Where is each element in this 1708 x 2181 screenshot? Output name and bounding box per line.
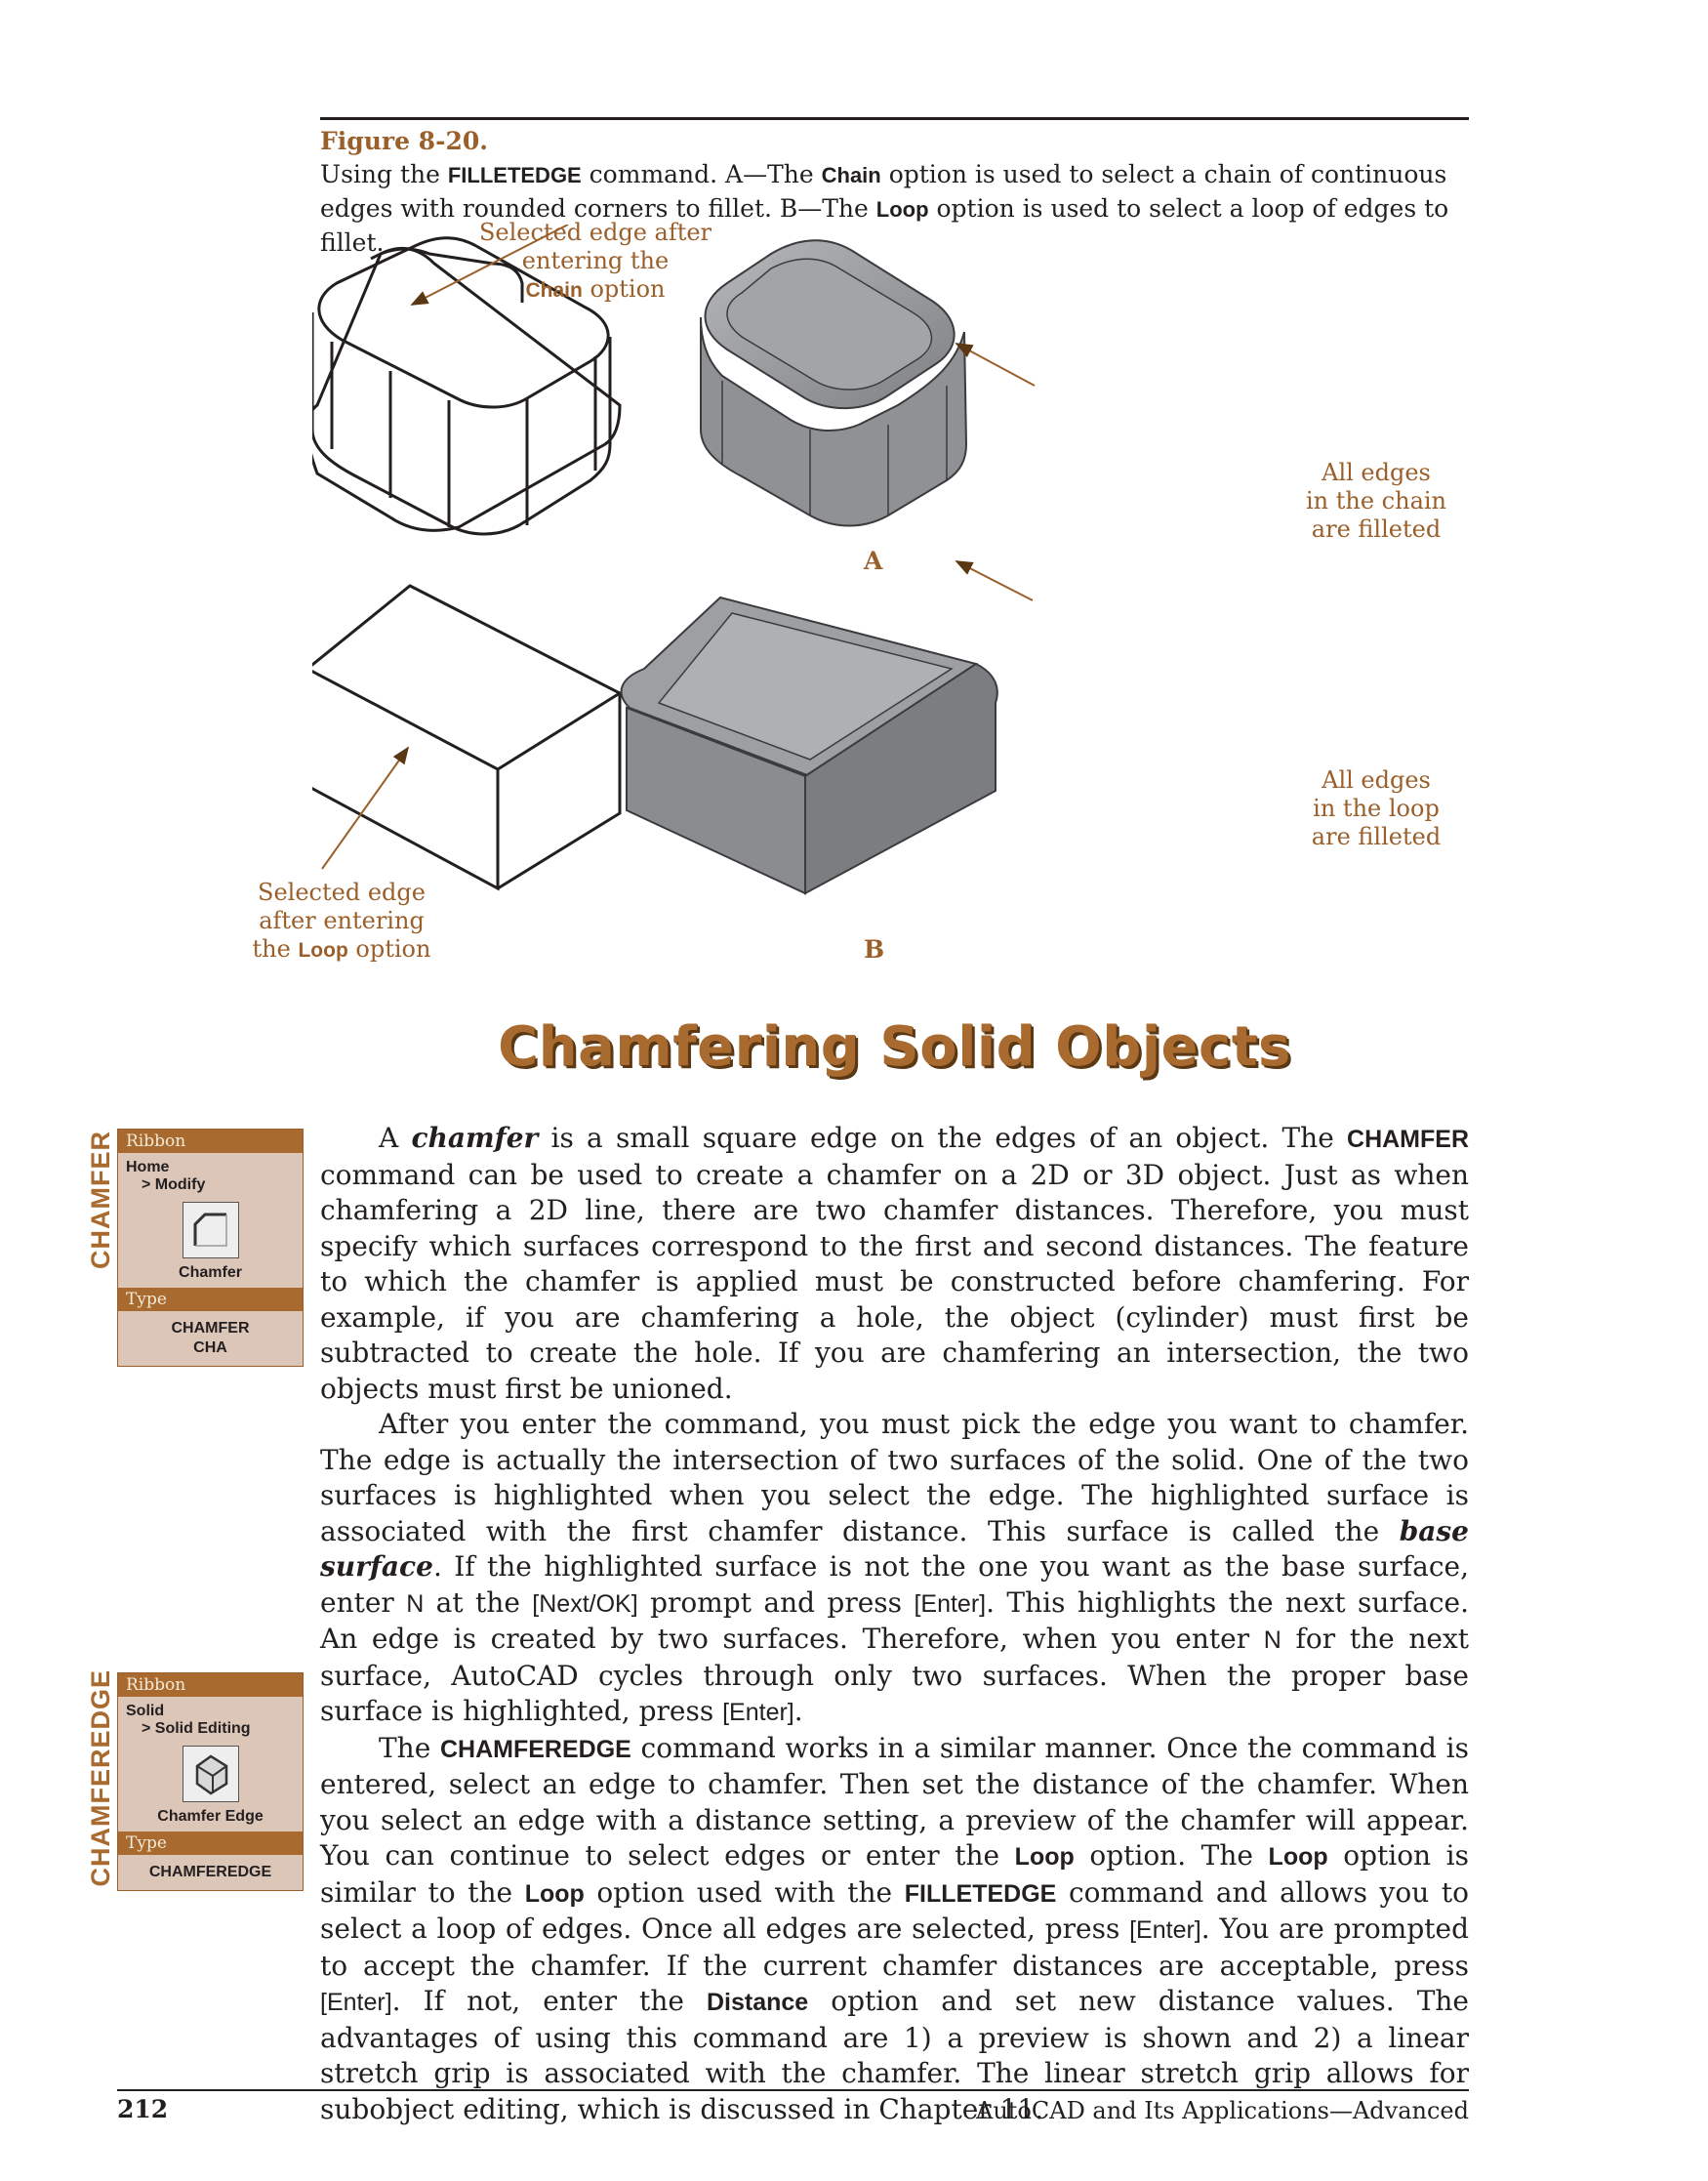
type-commands: CHAMFER CHA (171, 1320, 250, 1356)
caption-keyword: Loop (875, 197, 929, 222)
chamfer-edge-icon[interactable] (183, 1746, 239, 1802)
label-loop-filleted: All edges in the loop are filleted (1311, 766, 1442, 850)
paragraph: After you enter the command, you must pick the edge you want to chamfer. The edge is actually the intersection of two surfaces of the solid. One of the two surfaces is highlighted when you select the edge. The highlighted surface is associated with the first chamfer distance. This surface is called the base surface. If the highlighted surface is not the one you want as the base surface, enter N at the [Next/OK] prompt and press [Enter]. This highlights the next surface. An edge is created by two surfaces. Therefore, when you enter N for the next surface, AutoCAD cycles through only two surfaces. When the proper base surface is highlighted, press [Enter]. (320, 1408, 1469, 1727)
panel-b-filleted-solid (622, 597, 997, 893)
caption-keyword: Chain (821, 163, 881, 187)
arrow-chain-filleted (956, 344, 1035, 386)
command-sidebar-chamfer (117, 1129, 304, 1367)
sidebar-tab-chamferedge: CHAMFEREDGE (86, 1669, 115, 1887)
figure-number: Figure 8-20. (320, 127, 488, 155)
arrow-loop-edge (322, 748, 408, 869)
label-selected-edge-loop: Selected edge after entering the Loop option (252, 879, 431, 963)
ribbon-header: Ribbon (118, 1130, 303, 1153)
arrow-loop-filleted (956, 561, 1033, 600)
caption-text: command. A—The (581, 160, 822, 188)
type-header: Type (118, 1288, 303, 1311)
figure-drawing (312, 225, 1474, 976)
type-commands: CHAMFEREDGE (148, 1864, 272, 1880)
body-text (320, 1121, 1469, 2127)
ribbon-path: Home > Modify Chamfer (118, 1153, 303, 1288)
caption-text: option is used to select a loop of edges to fillet. (320, 194, 1449, 257)
paragraph: A chamfer is a small square edge on the edges of an object. The CHAMFER command can be used to create a chamfer on a 2D or 3D object. Just as when chamfering a 2D line, there are two chamfer distances. Therefore, you must specify which surfaces correspond to the first and second distances. The feature to which the chamfer is applied must be constructed before chamfering. For example, if you are chamfering a hole, the object (cylinder) must first be subtracted to create the hole. If you are chamfering an intersection, the two objects must first be unioned. (320, 1122, 1470, 1405)
paragraph: The CHAMFEREDGE command works in a similar manner. Once the command is entered, select an edge to chamfer. Then set the distance of the chamfer. When you select an edge with a distance setting, a preview of the chamfer will appear. You can continue to select edges or enter the Loop option. The Loop option is similar to the Loop option used with the FILLETEDGE command and allows you to select a loop of edges. Once all edges are selected, press [Enter]. You are prompted to accept the chamfer. If the current chamfer distances are acceptable, press [Enter]. If not, enter the Distance option and set new distance values. The advantages of using this command are 1) a preview is shown and 2) a linear stretch grip is associated with the chamfer. The linear stretch grip allows for subobject editing, which is discussed in Chapter 11. (320, 1731, 1470, 2125)
type-header: Type (118, 1831, 303, 1855)
caption-text: option is used to select a chain of continuous edges with rounded corners to fillet. B—The (320, 160, 1447, 223)
ribbon-path: Solid > Solid Editing Chamfer Edge (118, 1697, 303, 1831)
figure-8-20 (252, 219, 1474, 976)
panel-label-a: A (864, 547, 883, 575)
footer-rule (117, 2089, 1469, 2091)
sidebar-tab-chamfer: CHAMFER (86, 1131, 115, 1269)
top-rule (320, 117, 1469, 120)
icon-label: Chamfer (179, 1264, 242, 1281)
label-selected-edge-chain: Selected edge after entering the Chain option (478, 219, 712, 303)
section-heading: Chamfering Solid Objects (498, 1015, 1291, 1079)
ribbon-header: Ribbon (118, 1673, 303, 1697)
book-title: AutoCAD and Its Applications—Advanced (975, 2097, 1469, 2124)
caption-text: Using the (320, 160, 448, 188)
panel-b-box (312, 586, 620, 888)
chamfer-icon[interactable] (183, 1202, 239, 1258)
panel-label-b: B (864, 935, 885, 964)
caption-keyword: FILLETEDGE (447, 163, 582, 187)
panel-a-filleted-solid (701, 240, 966, 525)
icon-label: Chamfer Edge (157, 1808, 264, 1825)
command-sidebar-chamferedge (117, 1672, 304, 1891)
page-number: 212 (117, 2095, 169, 2123)
label-chain-filleted: All edges in the chain are filleted (1305, 459, 1447, 543)
